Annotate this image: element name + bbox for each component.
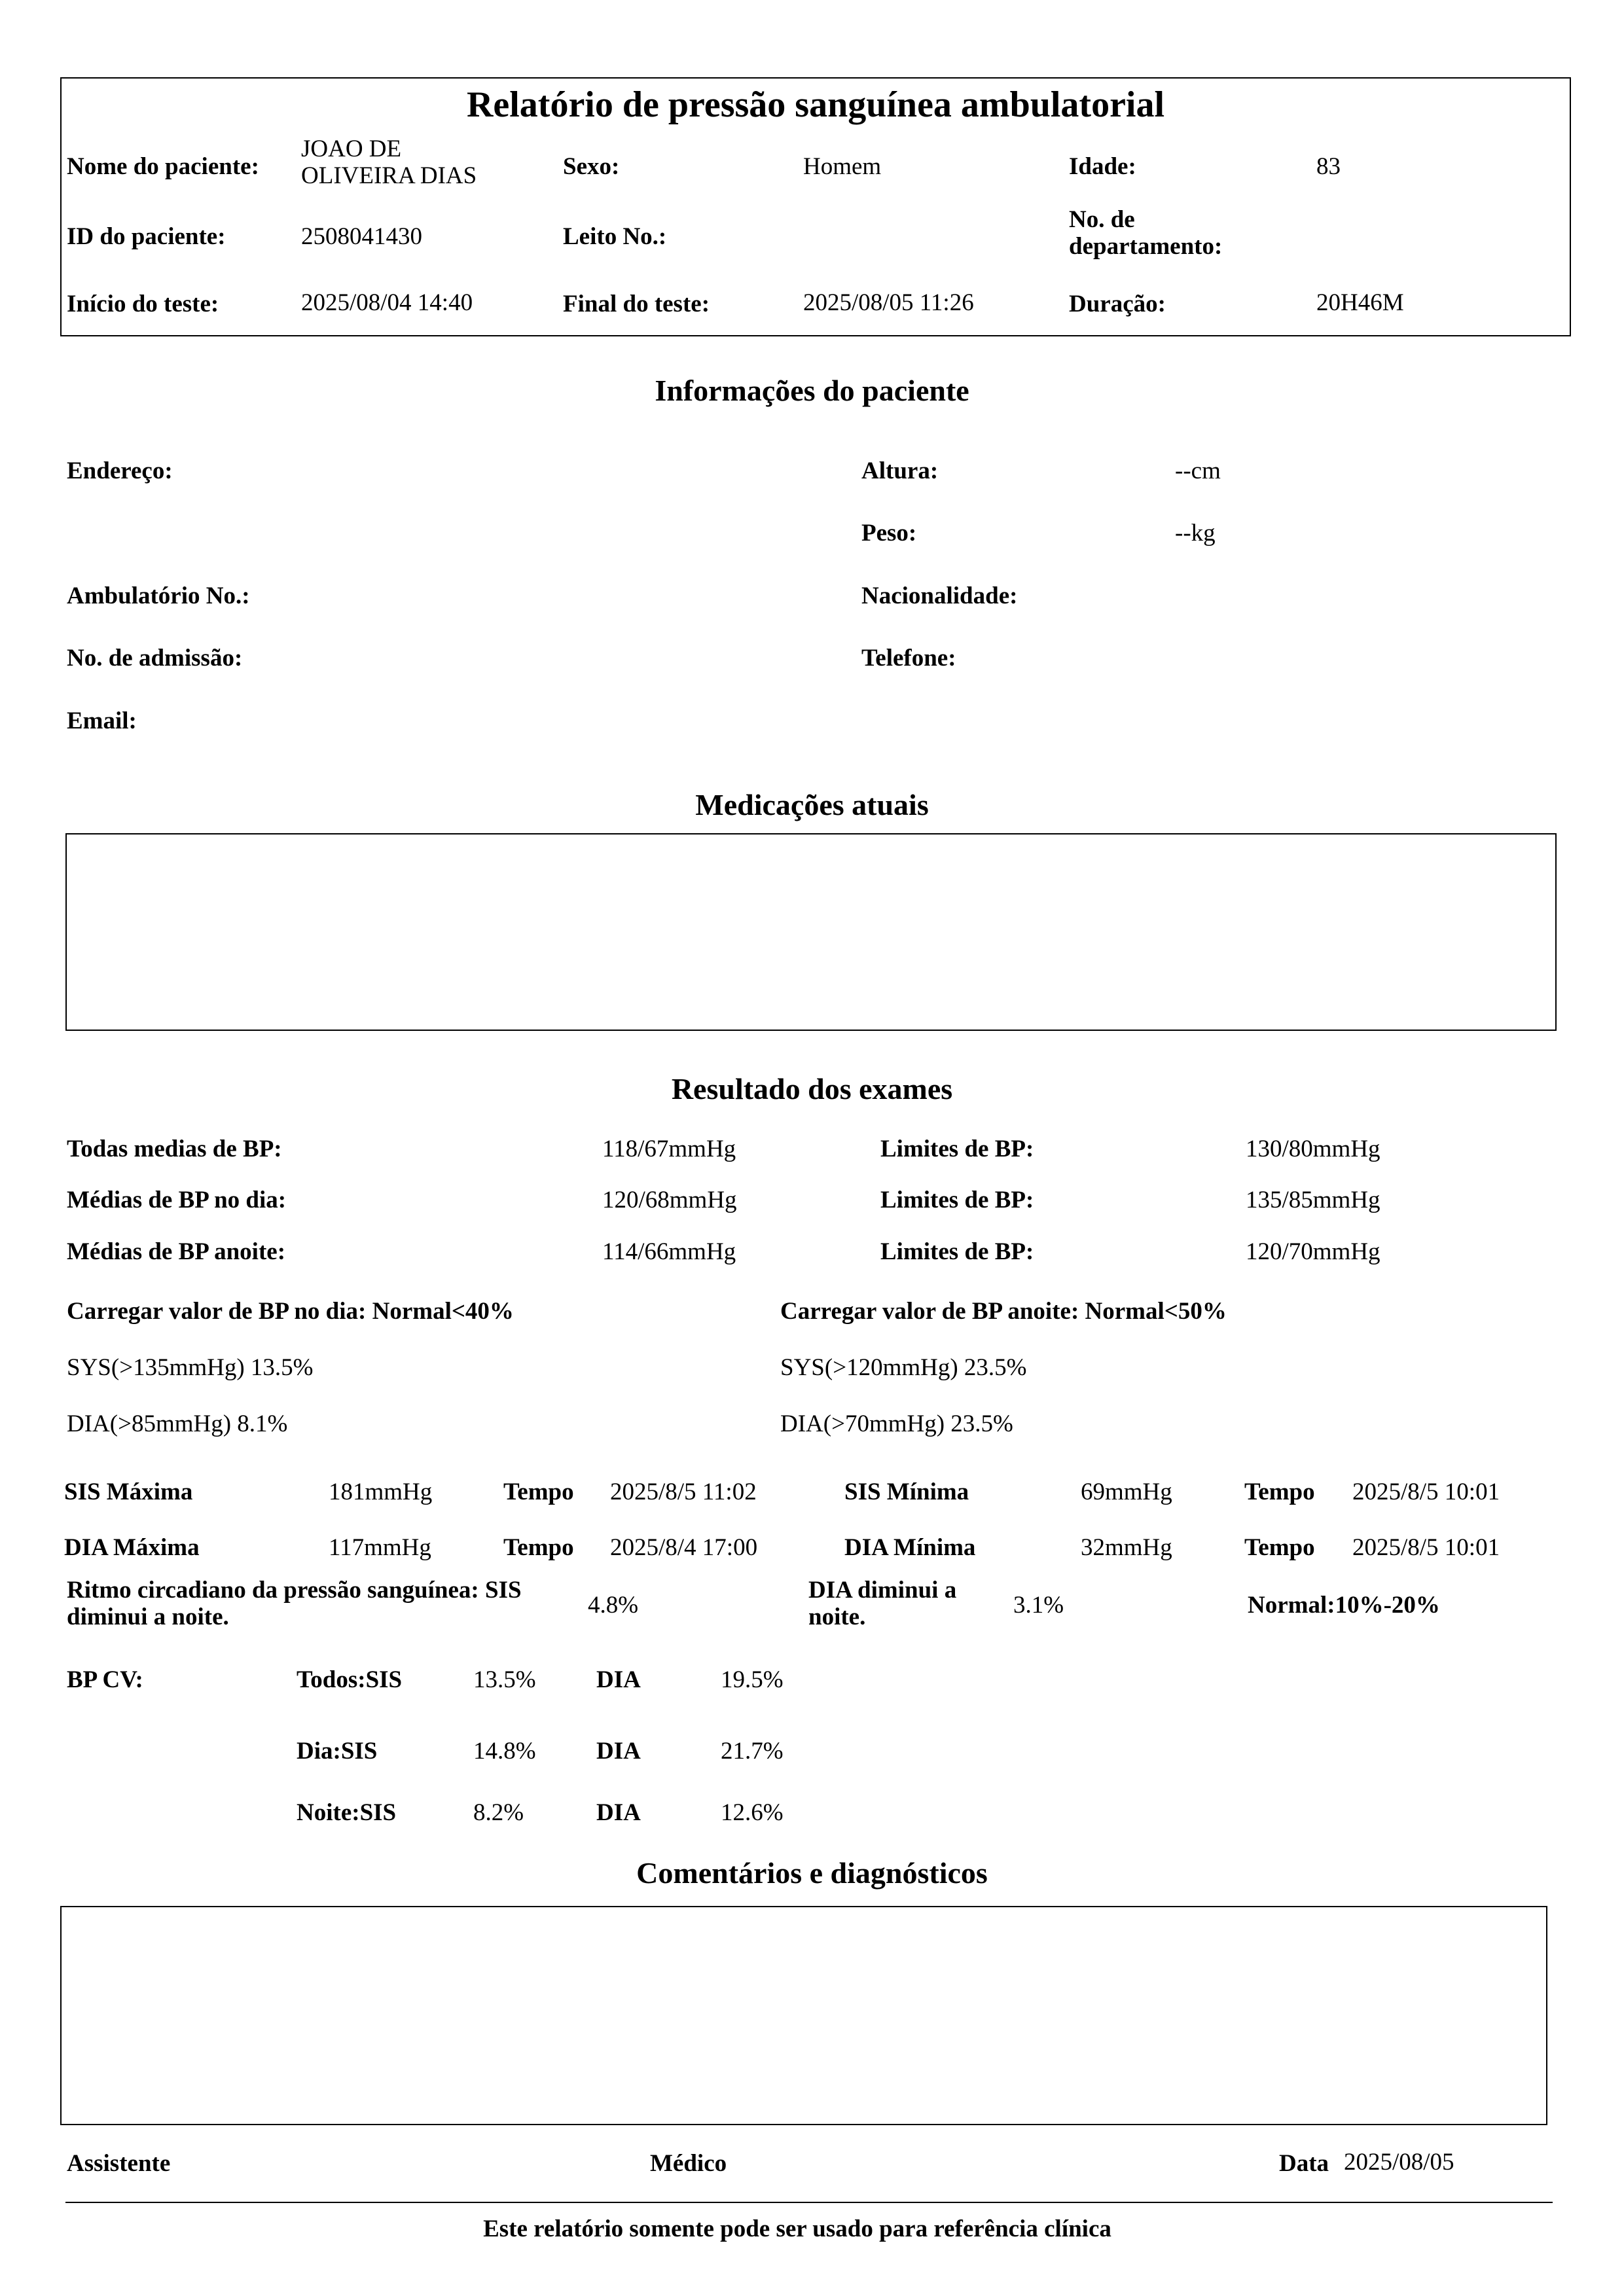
patient-id: 2508041430 (301, 223, 422, 250)
address-label: Endereço: (67, 457, 173, 484)
dia-drop-value: 3.1% (1013, 1592, 1064, 1619)
sis-max-label: SIS Máxima (64, 1479, 193, 1505)
cv-all-label: Todos:SIS (297, 1666, 403, 1693)
footer-divider (65, 2202, 1553, 2203)
dia-min-label: DIA Mínima (844, 1534, 976, 1561)
cv-night-dia: 12.6% (721, 1799, 784, 1826)
limit-day-value: 135/85mmHg (1246, 1187, 1380, 1213)
dia-max-time-label: Tempo (503, 1534, 574, 1561)
weight-value: --kg (1175, 520, 1216, 547)
assistant-label: Assistente (67, 2150, 171, 2177)
cv-all-dia-label: DIA (596, 1666, 641, 1693)
load-night-dia: DIA(>70mmHg) 23.5% (780, 1410, 1013, 1437)
comments-box (60, 1906, 1547, 2125)
bed-label: Leito No.: (563, 223, 667, 250)
patient-info-title: Informações do paciente (655, 374, 969, 407)
cv-night-sis: 8.2% (473, 1799, 524, 1826)
dia-max-label: DIA Máxima (64, 1534, 200, 1561)
limit-day-label: Limites de BP: (880, 1187, 1034, 1213)
email-label: Email: (67, 708, 137, 734)
footer-note: Este relatório somente pode ser usado para referência clínica (483, 2215, 1111, 2242)
load-night-sys: SYS(>120mmHg) 23.5% (780, 1354, 1027, 1381)
cv-day-dia: 21.7% (721, 1738, 784, 1765)
date-label: Data (1279, 2150, 1329, 2177)
dia-min-value: 32mmHg (1081, 1534, 1172, 1561)
sis-min-time-label: Tempo (1244, 1479, 1315, 1505)
avg-day-label: Médias de BP no dia: (67, 1187, 287, 1213)
cv-day-dia-label: DIA (596, 1738, 641, 1765)
height-value: --cm (1175, 457, 1221, 484)
doctor-label: Médico (650, 2150, 727, 2177)
load-day-dia: DIA(>85mmHg) 8.1% (67, 1410, 288, 1437)
phone-label: Telefone: (861, 645, 956, 672)
duration-value: 20H46M (1316, 289, 1404, 316)
results-title: Resultado dos exames (671, 1072, 953, 1105)
dept-label: No. de departamento: (1069, 206, 1223, 260)
sis-min-time: 2025/8/5 10:01 (1352, 1479, 1500, 1505)
limit-night-label: Limites de BP: (880, 1238, 1034, 1265)
circadian-label: Ritmo circadiano da pressão sanguínea: SIS diminui a noite. (67, 1577, 522, 1630)
end-value: 2025/08/05 11:26 (803, 289, 974, 316)
dia-max-value: 117mmHg (329, 1534, 431, 1561)
avg-day-value: 120/68mmHg (602, 1187, 737, 1213)
cv-night-label: Noite:SIS (297, 1799, 397, 1826)
cv-day-label: Dia:SIS (297, 1738, 378, 1765)
height-label: Altura: (861, 457, 939, 484)
limit-all-value: 130/80mmHg (1246, 1136, 1380, 1162)
ambulatory-label: Ambulatório No.: (67, 583, 250, 609)
dia-drop-label: DIA diminui a noite. (808, 1577, 957, 1630)
sis-max-time-label: Tempo (503, 1479, 574, 1505)
avg-night-label: Médias de BP anoite: (67, 1238, 286, 1265)
cv-all-sis: 13.5% (473, 1666, 536, 1693)
avg-all-value: 118/67mmHg (602, 1136, 736, 1162)
admission-label: No. de admissão: (67, 645, 243, 672)
avg-all-label: Todas medias de BP: (67, 1136, 282, 1162)
patient-name: JOAO DE OLIVEIRA DIAS (301, 135, 477, 189)
load-day-title: Carregar valor de BP no dia: Normal<40% (67, 1298, 514, 1325)
report-title: Relatório de pressão sanguínea ambulatorial (466, 84, 1165, 125)
sex-value: Homem (803, 153, 882, 180)
avg-night-value: 114/66mmHg (602, 1238, 736, 1265)
medications-title: Medicações atuais (695, 788, 929, 821)
start-value: 2025/08/04 14:40 (301, 289, 473, 316)
cv-label: BP CV: (67, 1666, 143, 1693)
patient-id-label: ID do paciente: (67, 223, 226, 250)
dia-min-time-label: Tempo (1244, 1534, 1315, 1561)
limit-night-value: 120/70mmHg (1246, 1238, 1380, 1265)
start-label: Início do teste: (67, 291, 219, 317)
medications-box (65, 833, 1557, 1031)
sex-label: Sexo: (563, 153, 620, 180)
age-value: 83 (1316, 153, 1341, 180)
sis-min-label: SIS Mínima (844, 1479, 969, 1505)
load-day-sys: SYS(>135mmHg) 13.5% (67, 1354, 314, 1381)
limit-all-label: Limites de BP: (880, 1136, 1034, 1162)
cv-all-dia: 19.5% (721, 1666, 784, 1693)
sis-max-value: 181mmHg (329, 1479, 433, 1505)
circadian-sis-value: 4.8% (588, 1592, 639, 1619)
sis-min-value: 69mmHg (1081, 1479, 1172, 1505)
patient-name-label: Nome do paciente: (67, 153, 259, 180)
age-label: Idade: (1069, 153, 1136, 180)
cv-day-sis: 14.8% (473, 1738, 536, 1765)
comments-title: Comentários e diagnósticos (636, 1856, 988, 1890)
normal-range-label: Normal:10%-20% (1248, 1592, 1440, 1619)
dia-min-time: 2025/8/5 10:01 (1352, 1534, 1500, 1561)
duration-label: Duração: (1069, 291, 1166, 317)
load-night-title: Carregar valor de BP anoite: Normal<50% (780, 1298, 1227, 1325)
date-value: 2025/08/05 (1344, 2149, 1454, 2176)
dia-max-time: 2025/8/4 17:00 (610, 1534, 758, 1561)
sis-max-time: 2025/8/5 11:02 (610, 1479, 757, 1505)
nationality-label: Nacionalidade: (861, 583, 1018, 609)
weight-label: Peso: (861, 520, 917, 547)
end-label: Final do teste: (563, 291, 710, 317)
cv-night-dia-label: DIA (596, 1799, 641, 1826)
